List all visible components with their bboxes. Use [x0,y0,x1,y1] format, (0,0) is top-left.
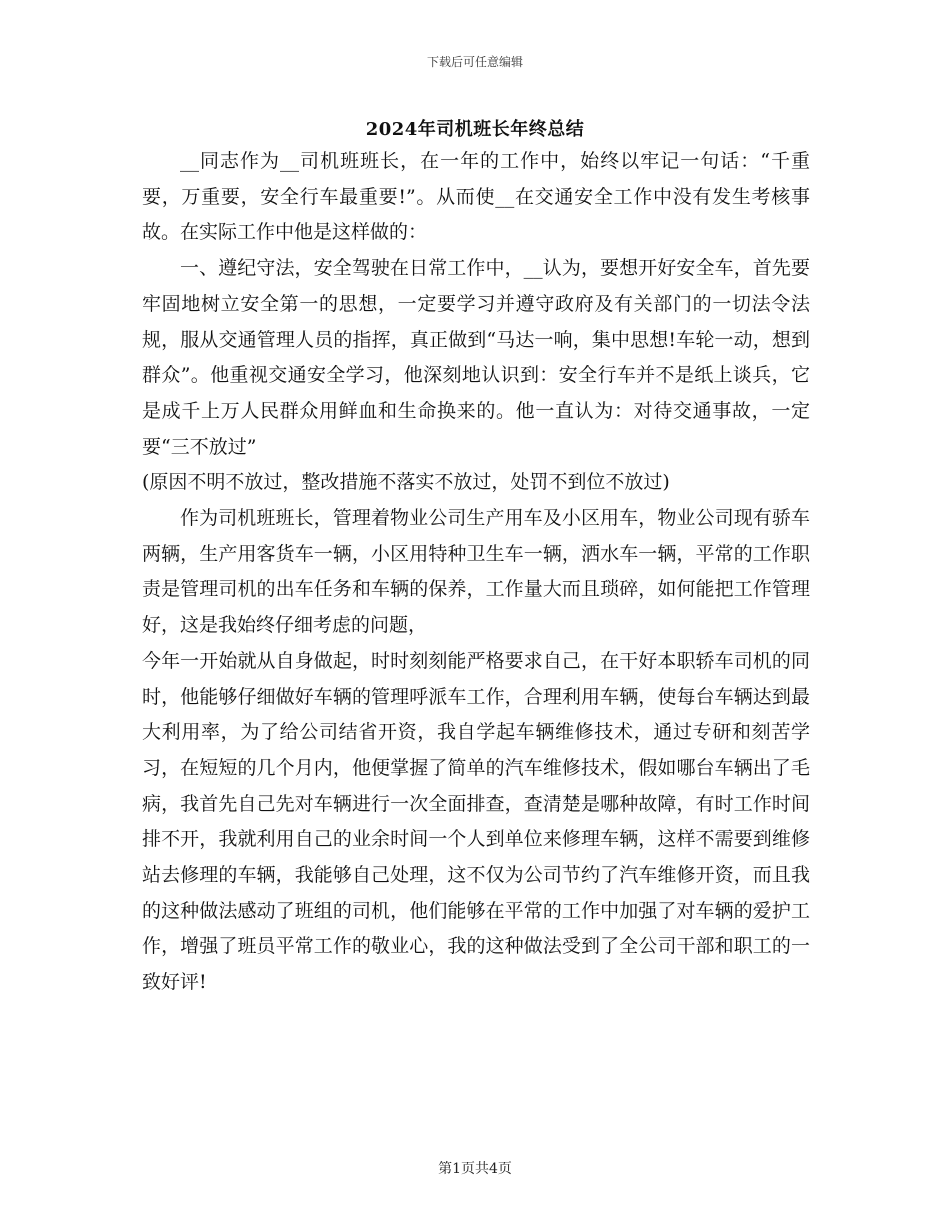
paragraph-duties: 作为司机班班长，管理着物业公司生产用车及小区用车，物业公司现有骄车两辆，生产用客货车一辆，小区用特种卫生车一辆，洒水车一辆，平常的工作职责是管理司机的出车任务和车辆的保养，工作量大而且琐碎，如何能把工作管理好，这是我始终仔细考虑的问题， [142,507,810,637]
document-title: 2024年司机班长年终总结 [365,119,585,140]
paragraph-intro: __同志作为__司机班班长，在一年的工作中，始终以牢记一句话：“千重要，万重要，安全行车最重要!”。从而使__在交通安全工作中没有发生考核事故。在实际工作中他是这样做的： [142,150,810,244]
paragraph-section-one: 一、遵纪守法，安全驾驶在日常工作中，__认为，要想开好安全车，首先要牢固地树立安全第一的思想，一定要学习并遵守政府及有关部门的一切法令法规，服从交通管理人员的指挥，真正做到“马达一响，集中思想!车轮一动，想到群众”。他重视交通安全学习，他深刻地认识到：安全行车并不是纸上谈兵，它是成千上万人民群众用鲜血和生命换来的。他一直认为：对待交通事故，一定要“三不放过” [142,257,810,458]
page-number: 第1页共4页 [438,1161,512,1177]
document-body [142,144,810,1001]
paragraph-three-rules: (原因不明不放过，整改措施不落实不放过，处罚不到位不放过) [142,471,670,494]
paragraph-maintenance: 今年一开始就从自身做起，时时刻刻能严格要求自己，在干好本职轿车司机的同时，他能够仔细做好车辆的管理呼派车工作，合理利用车辆，使每台车辆达到最大利用率，为了给公司结省开资，我自学起车辆维修技术，通过专研和刻苦学习，在短短的几个月内，他便掌握了简单的汽车维修技术，假如哪台车辆出了毛病，我首先自己先对车辆进行一次全面排查，查清楚是哪种故障，有时工作时间排不开，我就利用自己的业余时间一个人到单位来修理车辆，这样不需要到维修站去修理的车辆，我能够自己处理，这不仅为公司节约了汽车维修开资，而且我的这种做法感动了班组的司机，他们能够在平常的工作中加强了对车辆的爱护工作，增强了班员平常工作的敬业心，我的这种做法受到了全公司干部和职工的一致好评! [142,649,810,994]
header-note: 下载后可任意编辑 [426,55,523,69]
